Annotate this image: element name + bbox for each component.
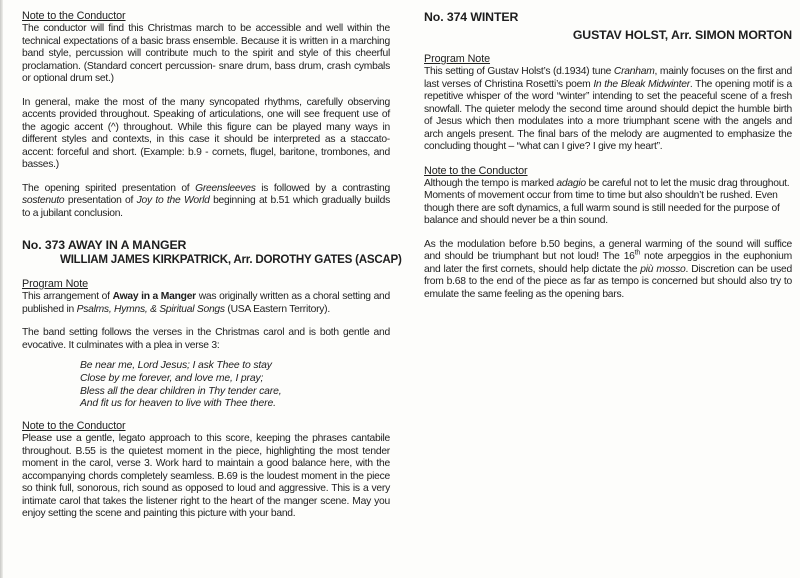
- note-to-conductor-heading: Note to the Conductor: [22, 10, 126, 22]
- note-to-conductor-heading: Note to the Conductor: [424, 164, 528, 177]
- work-373-composer: WILLIAM JAMES KIRKPATRICK, Arr. DOROTHY GATES (ASCAP): [60, 252, 402, 266]
- verse-line: And fit us for heaven to live with Thee there.: [80, 398, 276, 410]
- work-374-title: No. 374 WINTER: [424, 10, 519, 24]
- verse-quote: [80, 360, 390, 411]
- paragraph: In general, make the most of the many syncopated rhythms, carefully observing accents provided throughout. Speaking of articulations, one will see frequent use of the agogic accent (^) throughout. While this figure can be played many ways in different styles and contexts, in this case it should be interpreted as a staccato-accent: forceful and short. (Example: b.9 - cornets, flugel, baritone, trombones, and basses.): [22, 96, 390, 170]
- right-column: [424, 10, 792, 301]
- left-column: [22, 10, 402, 521]
- paragraph: The conductor will find this Christmas march to be accessible and well within the technical expectations of a basic brass ensemble. Because it is written in a marching band style, percussion will contribute much to the spirit and style of this cheerful proclamation. (Standard concert percussion- snare drum, bass drum, crash cymbals or optional drum set.): [22, 23, 390, 84]
- verse-line: Be near me, Lord Jesus; I ask Thee to stay: [80, 360, 272, 371]
- program-note-heading: Program Note: [22, 278, 89, 290]
- paragraph: This arrangement of Away in a Manger was originally written as a choral setting and published in Psalms, Hymns, & Spiritual Songs (USA Eastern Territory).: [22, 291, 391, 315]
- paragraph: As the modulation before b.50 begins, a general warming of the sound will suffice and should be triumphant but not loud! The 16th note arpeggios in the euphonium and later the first cornets, should help dictate the più mosso. Discretion can be used from b.68 to the end of the piece as far as tempo is concerned but should also try to emulate the same feeling as the opening bars.: [424, 238, 793, 300]
- paragraph: This setting of Gustav Holst’s (d.1934) tune Cranham, mainly focuses on the first and last verses of Christina Rosetti’s poem In the Bleak Midwinter. The opening motif is a repetitive whisper of the word “winter” intending to set the peaceful scene of a fresh snowfall. The quieter melody the second time around should depict the humble birth of Jesus which then modulates into a more triumphant scene with the angels and arch angels present. The final bars of the melody are augmented to emphasize the concluding thought – “what can I give? I give my heart”.: [424, 66, 792, 152]
- program-note-heading: Program Note: [424, 53, 491, 65]
- paragraph: Although the tempo is marked adagio be careful not to let the music drag throughout. Moments of movement occur from time to time but also shouldn’t be rushed. Even though there are soft dynamics, a full warm sound is still needed for the purpose of balance and should never be a thin sound.: [424, 177, 790, 226]
- paragraph: The opening spirited presentation of Greensleeves is followed by a contrasting sostenuto presentation of Joy to the World beginning at b.51 which gradually builds to a jubilant conclusion.: [22, 182, 390, 219]
- work-373-title: No. 373 AWAY IN A MANGER: [22, 238, 187, 252]
- work-374-composer: GUSTAV HOLST, Arr. SIMON MORTON: [572, 27, 792, 42]
- note-to-conductor-heading: Note to the Conductor: [22, 420, 126, 433]
- scan-edge-artifact: [0, 0, 3, 578]
- paragraph: The band setting follows the verses in the Christmas carol and is both gentle and evocative. It culminates with a plea in verse 3:: [22, 327, 390, 351]
- paragraph: Please use a gentle, legato approach to this score, keeping the phrases cantabile throughout. B.55 is the quietest moment in the piece, highlighting the most tender moment in the carol, verse 3. Work hard to maintain a good balance here, with the accompanying chords completely seamless. B.69 is the loudest moment in the piece so think full, sonorous, rich sound as opposed to loud and aggressive. This is a very intimate carol that takes the listener right to the heart of the manger scene. May you enjoy setting the scene and painting this picture with your band.: [22, 433, 390, 520]
- verse-line: Bless all the dear children in Thy tender care,: [80, 385, 282, 397]
- verse-line: Close by me forever, and love me, I pray;: [80, 372, 264, 384]
- work-373-heading-block: [22, 238, 402, 267]
